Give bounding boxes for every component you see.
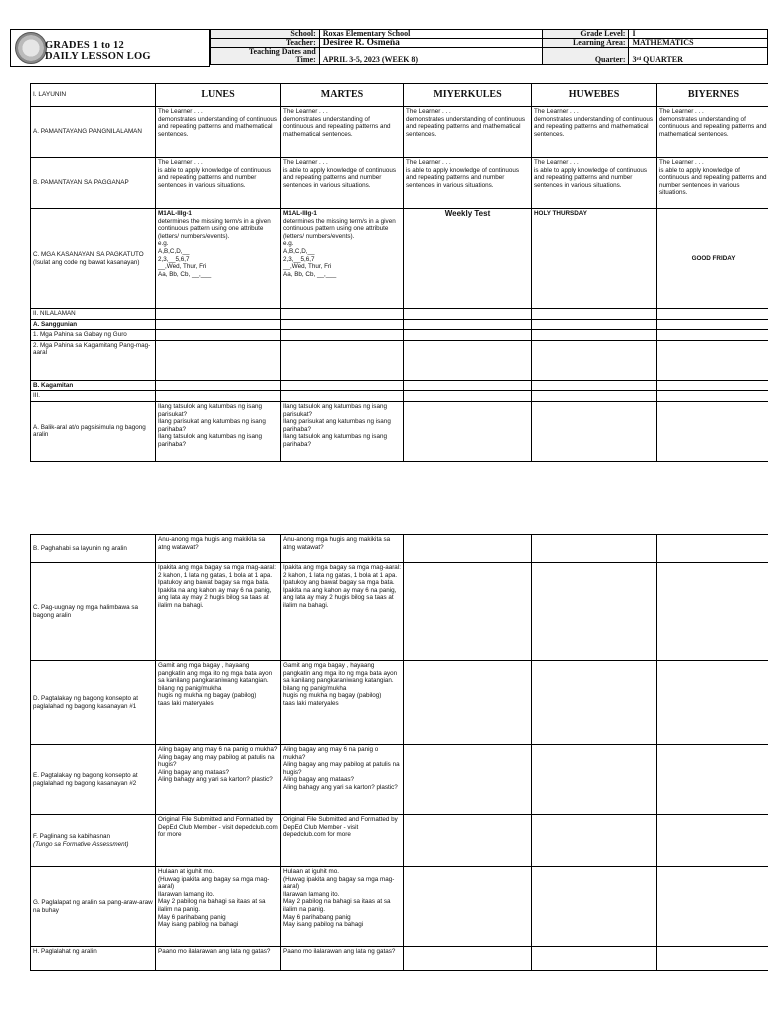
row-pamantayang-pangnilalaman: [31, 107, 768, 158]
row-label-italic: (Tungo sa Formative Assessment): [33, 840, 129, 848]
row-balik-aral: [31, 401, 768, 461]
cell-text: Gamit ang mga bagay , hayaang pangkatin ang mga ito ng mga bata ayon sa kanilang pangkaraniwang katangian. bilang ng panig/mukha hugis ng mukha ng bagay (pabilog) taas laki materyales: [281, 661, 404, 745]
cell-text: The Learner . . . is able to apply knowledge of continuous and repeating patterns and number sentences in various situations.: [657, 158, 768, 209]
cell-text: The Learner . . . is able to apply knowledge of continuous and repeating patterns and number sentences in various situations.: [281, 158, 404, 209]
row-label: 1. Mga Pahina sa Gabay ng Guro: [31, 330, 156, 341]
row-label: [31, 815, 156, 867]
cell-kasanayan-lunes: [156, 209, 281, 309]
day-martes: MARTES: [281, 84, 404, 107]
cell-text: Paano mo ilalarawan ang lata ng gatas?: [156, 947, 281, 971]
row-label: A. Sanggunian: [31, 319, 156, 330]
day-huwebes: HUWEBES: [532, 84, 657, 107]
row-paglalahat: [31, 947, 768, 971]
cell-text: The Learner . . . is able to apply knowledge of continuous and repeating patterns and number sentences in various situations.: [532, 158, 657, 209]
skill-code: M1AL-IIIg-1: [158, 210, 192, 217]
row-label: C. Pag-uugnay ng mga halimbawa sa bagong aralin: [31, 563, 156, 661]
dates-label: [211, 48, 320, 65]
info-table: [210, 29, 768, 65]
title-line-1: GRADES 1 to 12: [45, 40, 124, 51]
cell-text: Ilang tatsulok ang katumbas ng isang parisukat? Ilang parisukat ang katumbas ng isang parihaba? Ilang tatsulok ang katumbas ng isang parihaba?: [156, 401, 281, 461]
good-friday: GOOD FRIDAY: [657, 209, 768, 309]
row-kagamitang-pang-mag-aaral: [31, 340, 768, 380]
row-paglalapat: [31, 867, 768, 947]
row-pag-uugnay: [31, 563, 768, 661]
cell-text: Paano mo ilalarawan ang lata ng gatas?: [281, 947, 404, 971]
row-gabay-ng-guro: [31, 330, 768, 341]
title-line-2: DAILY LESSON LOG: [45, 51, 151, 62]
row-sanggunian: [31, 319, 768, 330]
row-paglinang: [31, 815, 768, 867]
row-paghahabi: [31, 535, 768, 563]
row-label: G. Paglalapat ng aralin sa pang-araw-araw na buhay: [31, 867, 156, 947]
day-biyernes: BIYERNES: [657, 84, 768, 107]
cell-text: The Learner . . . demonstrates understanding of continuous and repeating patterns and mathematical sentences.: [657, 107, 768, 158]
cell-text: Original File Submitted and Formatted by DepEd Club Member - visit depedclub.com for more: [281, 815, 404, 867]
day-header-row: [31, 84, 768, 107]
grade-value: I: [629, 30, 768, 39]
skill-code: M1AL-IIIg-1: [283, 210, 317, 217]
area-label: Learning Area:: [543, 39, 629, 48]
cell-kasanayan-martes: [281, 209, 404, 309]
cell-text: The Learner . . . demonstrates understanding of continuous and repeating patterns and mathematical sentences.: [404, 107, 532, 158]
weekly-test: Weekly Test: [404, 209, 532, 309]
cell-text: determines the missing term/s in a given continuous pattern using one attribute (letters/ numbers/events). e.g. A,B,C,D,__ 2,3,__5,6,7 __,Wed, Thur, Fri Aa, Bb, Cb, __,___: [158, 217, 271, 278]
row-pagtalakay-2: [31, 745, 768, 815]
row-label: A. Balik-aral at/o pagsisimula ng bagong aralin: [31, 401, 156, 461]
cell-text: Ilang tatsulok ang katumbas ng isang parisukat? Ilang parisukat ang katumbas ng isang parihaba? Ilang tatsulok ang katumbas ng isang parihaba?: [281, 401, 404, 461]
lesson-table-part-2: [30, 534, 768, 971]
row-label: H. Paglalahat ng aralin: [31, 947, 156, 971]
cell-text: Hulaan at iguhit mo. (Huwag ipakita ang bagay sa mga mag-aaral) Ilarawan lamang ito. May 2 pabilog na bahagi sa itaas at sa ilalim na panig. May 6 parihabang panig May isang pabilog na bahagi: [281, 867, 404, 947]
row-label: C. MGA KASANAYAN SA PAGKATUTO (Isulat ang code ng bawat kasanayan): [31, 209, 156, 309]
row-pagtalakay-1: [31, 661, 768, 745]
cell-text: Hulaan at iguhit mo. (Huwag ipakita ang bagay sa mga mag-aaral) Ilarawan lamang ito. May 2 pabilog na bahagi sa itaas at sa ilalim na panig. May 6 parihabang panig May isang pabilog na bahagi: [156, 867, 281, 947]
row-pamantayan-sa-pagganap: [31, 158, 768, 209]
quarter-label: Quarter:: [543, 48, 629, 65]
document-title: [45, 40, 151, 62]
cell-text: Aling bagay ang may 6 na panig o mukha? Aling bagay ang may pabilog at patulis na hugis? Aling bagay ang mataas? Aling bahagy ang yari sa karton? plastic?: [156, 745, 281, 815]
cell-text: determines the missing term/s in a given continuous pattern using one attribute (letters/ numbers/events). e.g. A,B,C,D,__ 2,3,__5,6,7 __,Wed, Thur, Fri Aa, Bb, Cb, __,___: [283, 217, 396, 278]
row-label: B. Kagamitan: [31, 380, 156, 391]
area-value: MATHEMATICS: [629, 39, 768, 48]
cell-text: Aling bagay ang may 6 na panig o mukha? Aling bagay ang may pabilog at patulis na hugis? Aling bagay ang mataas? Aling bahagy ang yari sa karton? plastic?: [281, 745, 404, 815]
row-label: A. PAMANTAYANG PANGNILALAMAN: [31, 107, 156, 158]
deped-seal-icon: [15, 32, 47, 64]
dates-value: APRIL 3-5, 2023 (WEEK 8): [319, 48, 543, 65]
school-label: School:: [211, 30, 320, 39]
quarter-value: 3ʳᵈ QUARTER: [629, 48, 768, 65]
cell-text: Ipakita ang mga bagay sa mga mag-aaral: 2 kahon, 1 lata ng gatas, 1 bola at 1 apa. Ipatukoy ang bawat bagay sa mga bata. Ipakita na ang kahon ay may 6 na panig, ang lata ay may 2 hugis bilog sa taas at ilalim na bahagi.: [156, 563, 281, 661]
row-kagamitan: [31, 380, 768, 391]
holy-thursday: HOLY THURSDAY: [532, 209, 657, 309]
row-label-text: F. Paglinang sa kabihasnan: [33, 832, 111, 840]
school-value: Roxas Elementary School: [319, 30, 543, 39]
cell-text: Original File Submitted and Formatted by DepEd Club Member - visit depedclub.com for more: [156, 815, 281, 867]
cell-text: The Learner . . . is able to apply knowledge of continuous and repeating patterns and number sentences in various situations.: [404, 158, 532, 209]
teacher-value: Desiree R. Osmeña: [319, 39, 543, 48]
row-kasanayan: [31, 209, 768, 309]
cell-text: The Learner . . . demonstrates understanding of continuous and repeating patterns and mathematical sentences.: [281, 107, 404, 158]
row-iii: [31, 391, 768, 402]
row-label: III.: [31, 391, 156, 402]
cell-text: Gamit ang mga bagay , hayaang pangkatin ang mga ito ng mga bata ayon sa kanilang pangkaraniwang katangian. bilang ng panig/mukha hugis ng mukha ng bagay (pabilog) taas laki materyales: [156, 661, 281, 745]
dates-label-line1: Teaching Dates and: [248, 47, 316, 56]
teacher-label: Teacher:: [211, 39, 320, 48]
layunin-header: I. LAYUNIN: [31, 84, 156, 107]
dates-label-line2: Time:: [295, 55, 316, 64]
row-label: E. Pagtalakay ng bagong konsepto at paglalahad ng bagong kasanayan #2: [31, 745, 156, 815]
cell-text: Anu-anong mga hugis ang makikita sa atng watawat?: [281, 535, 404, 563]
cell-text: Anu-anong mga hugis ang makikita sa atng watawat?: [156, 535, 281, 563]
page-header: [10, 29, 768, 74]
cell-text: Ipakita ang mga bagay sa mga mag-aaral: 2 kahon, 1 lata ng gatas, 1 bola at 1 apa. Ipatukoy ang bawat bagay sa mga bata. Ipakita na ang kahon ay may 6 na panig, ang lata ay may 2 hugis bilog sa taas at ilalim na bahagi.: [281, 563, 404, 661]
row-nilalaman: [31, 309, 768, 320]
row-label: B. PAMANTAYAN SA PAGGANAP: [31, 158, 156, 209]
row-label: B. Paghahabi sa layunin ng aralin: [31, 535, 156, 563]
day-miyerkules: MIYERKULES: [404, 84, 532, 107]
grade-label: Grade Level:: [543, 30, 629, 39]
cell-text: The Learner . . . demonstrates understanding of continuous and repeating patterns and mathematical sentences.: [532, 107, 657, 158]
cell-text: The Learner . . . is able to apply knowledge of continuous and repeating patterns and number sentences in various situations.: [156, 158, 281, 209]
title-box: [10, 29, 210, 67]
cell-text: The Learner . . . demonstrates understanding of continuous and repeating patterns and mathematical sentences.: [156, 107, 281, 158]
row-label: II. NILALAMAN: [31, 309, 156, 320]
row-label: D. Pagtalakay ng bagong konsepto at paglalahad ng bagong kasanayan #1: [31, 661, 156, 745]
row-label: 2. Mga Pahina sa Kagamitang Pang-mag-aaral: [31, 340, 156, 380]
lesson-table-part-1: [30, 83, 768, 462]
day-lunes: LUNES: [156, 84, 281, 107]
